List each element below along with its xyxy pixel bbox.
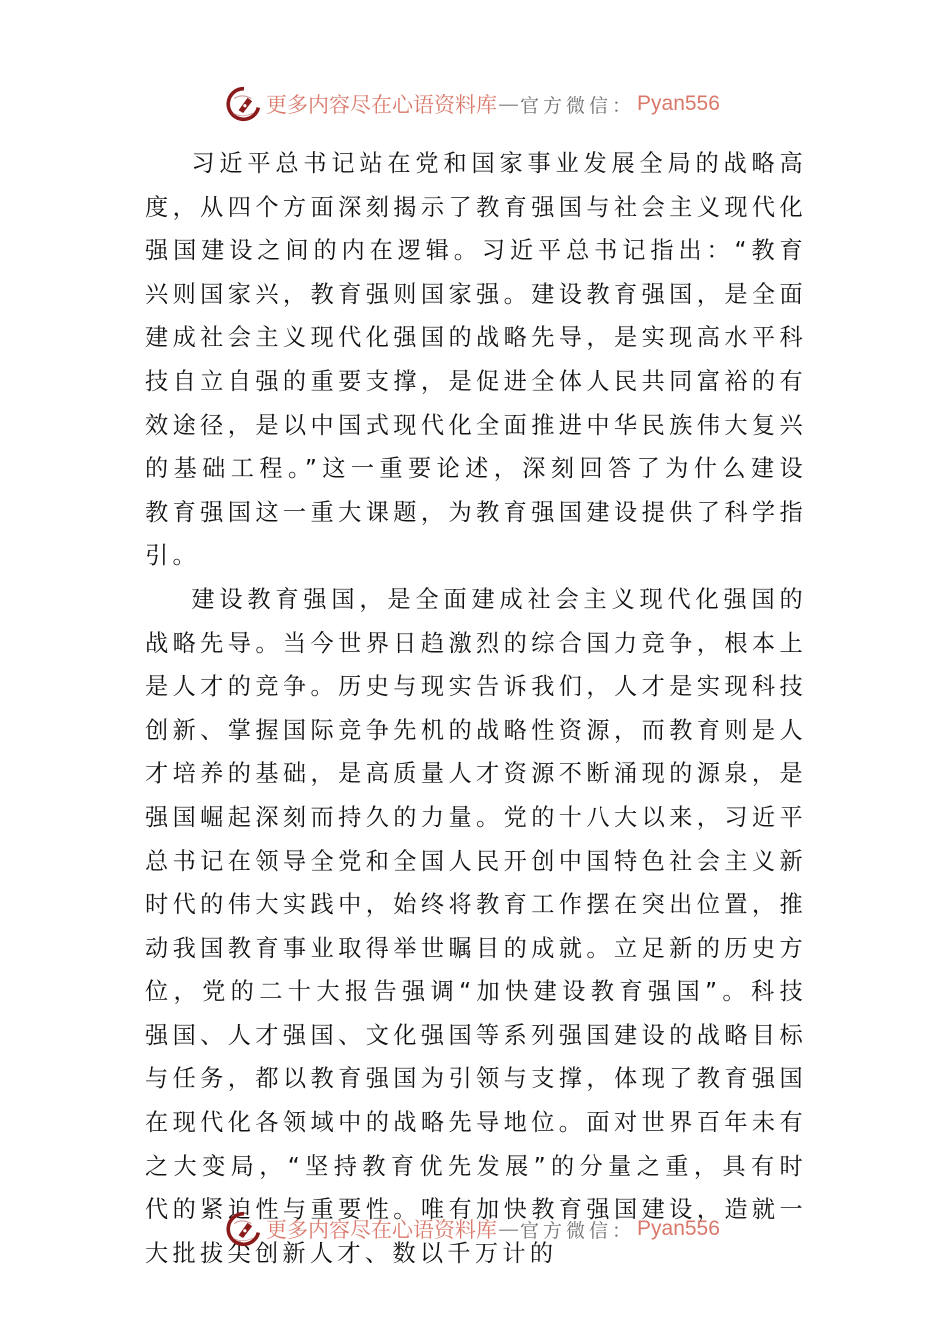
pen-nib-logo-icon xyxy=(226,1211,262,1247)
watermark-main-text: 更多内容尽在心语资料库 xyxy=(266,93,497,117)
watermark-dash: — xyxy=(498,92,519,116)
header-watermark xyxy=(226,84,720,124)
watermark-main-text: 更多内容尽在心语资料库 xyxy=(266,1218,497,1242)
paragraph-1: 习近平总书记站在党和国家事业发展全局的战略高度，从四个方面深刻揭示了教育强国与社会主义现代化强国建设之间的内在逻辑。习近平总书记指出：“教育兴则国家兴，教育强则国家强。建设教育强国，是全面建成社会主义现代化强国的战略先导，是实现高水平科技自立自强的重要支撑，是促进全体人民共同富裕的有效途径，是以中国式现代化全面推进中华民族伟大复兴的基础工程。”这一重要论述，深刻回答了为什么建设教育强国这一重大课题，为教育强国建设提供了科学指引。 xyxy=(145,150,807,570)
document-body xyxy=(145,142,807,1275)
watermark-official-label: 官方微信： xyxy=(520,1219,636,1242)
watermark-wechat-id: Pyan556 xyxy=(637,1217,720,1240)
pen-nib-logo-icon xyxy=(226,86,262,122)
watermark-wechat-id: Pyan556 xyxy=(637,92,720,115)
watermark-official-label: 官方微信： xyxy=(520,94,636,117)
watermark-dash: — xyxy=(498,1217,519,1241)
paragraph-2: 建设教育强国，是全面建成社会主义现代化强国的战略先导。当今世界日趋激烈的综合国力竞争，根本上是人才的竞争。历史与现实告诉我们，人才是实现科技创新、掌握国际竞争先机的战略性资源，而教育则是人才培养的基础，是高质量人才资源不断涌现的源泉，是强国崛起深刻而持久的力量。党的十八大以来，习近平总书记在领导全党和全国人民开创中国特色社会主义新时代的伟大实践中，始终将教育工作摆在突出位置，推动我国教育事业取得举世瞩目的成就。立足新的历史方位，党的二十大报告强调“加快建设教育强国”。科技强国、人才强国、文化强国等系列强国建设的战略目标与任务，都以教育强国为引领与支撑，体现了教育强国在现代化各领域中的战略先导地位。面对世界百年未有之大变局，“坚持教育优先发展”的分量之重，具有时代的紧迫性与重要性。唯有加快教育强国建设，造就一大批拔尖创新人才、数以千万计的 xyxy=(145,585,807,1267)
footer-watermark xyxy=(226,1209,720,1249)
